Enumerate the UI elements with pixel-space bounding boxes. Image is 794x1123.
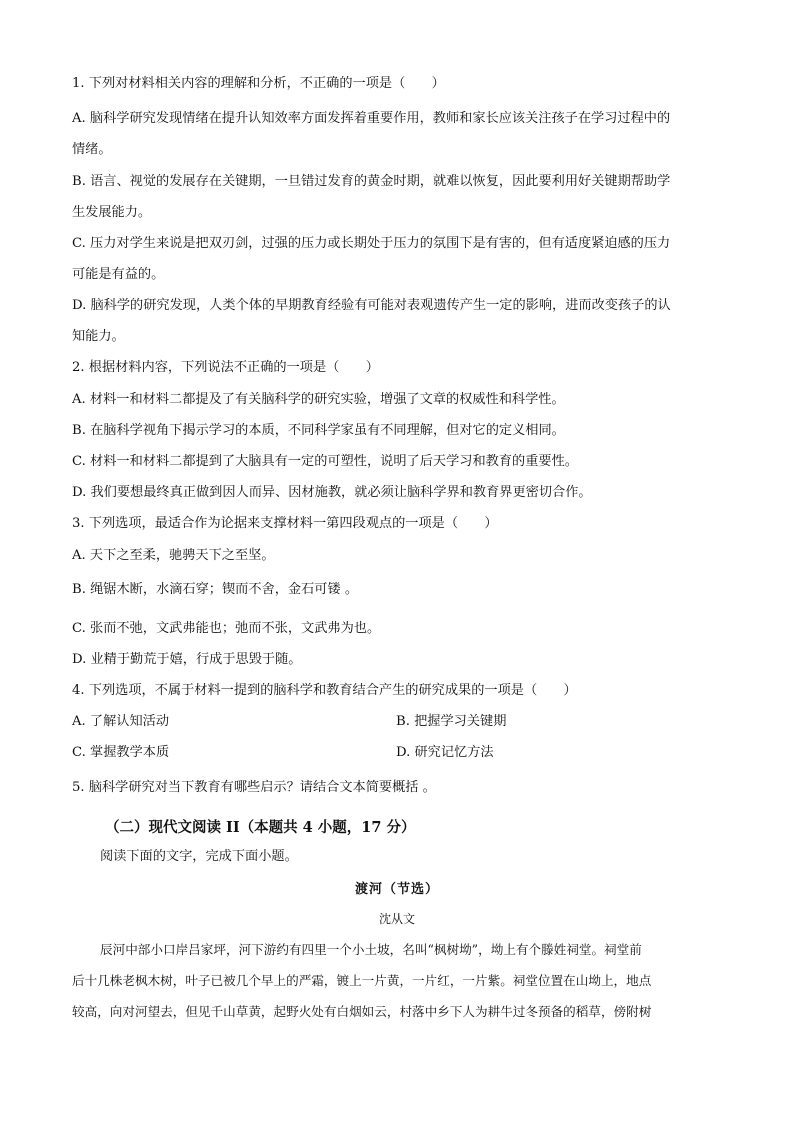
question-1-option-a-line1: A. 脑科学研究发现情绪在提升认知效率方面发挥着重要作用，教师和家长应该关注孩子在学习过程中的 bbox=[72, 111, 671, 126]
reading-instruction: 阅读下面的文字，完成下面小题。 bbox=[100, 849, 298, 864]
question-4-option-b: B. 把握学习关键期 bbox=[396, 714, 507, 729]
passage-title: 渡河（节选） bbox=[354, 882, 439, 897]
question-1-option-c-line1: C. 压力对学生来说是把双刃剑，过强的压力或长期处于压力的氛围下是有害的，但有适度紧迫感的压力 bbox=[72, 236, 671, 251]
passage-line-2: 后十几株老枫木树，叶子已被几个早上的严霜，镀上一片黄，一片红，一片紫。祠堂位置在山坳上，地点 bbox=[72, 973, 652, 988]
question-5-stem: 5. 脑科学研究对当下教育有哪些启示？请结合文本简要概括 。 bbox=[72, 780, 436, 795]
question-2-option-c: C. 材料一和材料二都提到了大脑具有一定的可塑性，说明了后天学习和教育的重要性。 bbox=[72, 454, 578, 469]
question-3-option-c: C. 张而不弛，文武弗能也；弛而不张，文武弗为也。 bbox=[72, 621, 381, 636]
question-3-option-b: B. 绳锯木断，水滴石穿；锲而不舍，金石可镂 。 bbox=[72, 582, 359, 597]
passage-line-1: 辰河中部小口岸吕家坪，河下游约有四里一个小土坡，名叫“枫树坳”，坳上有个滕姓祠堂。祠堂前 bbox=[100, 942, 642, 957]
question-4-option-c: C. 掌握教学本质 bbox=[72, 745, 170, 760]
question-1-option-b-line1: B. 语言、视觉的发展存在关键期，一旦错过发育的黄金时期，就难以恢复，因此要利用好关键期帮助学 bbox=[72, 174, 671, 189]
passage-author: 沈从文 bbox=[378, 912, 415, 926]
question-2-option-b: B. 在脑科学视角下揭示学习的本质，不同科学家虽有不同理解，但对它的定义相同。 bbox=[72, 423, 565, 438]
section-heading: （二）现代文阅读 II（本题共 4 小题，17 分） bbox=[105, 819, 416, 836]
question-4-option-a: A. 了解认知活动 bbox=[72, 714, 170, 729]
question-3-option-a: A. 天下之至柔，驰骋天下之至坚。 bbox=[72, 548, 275, 563]
question-3-option-d: D. 业精于勤荒于嬉，行成于思毁于随。 bbox=[72, 652, 302, 667]
question-2-option-a: A. 材料一和材料二都提及了有关脑科学的研究实验，增强了文章的权威性和科学性。 bbox=[72, 392, 565, 407]
question-2-option-d: D. 我们要想最终真正做到因人而异、因材施教，就必须让脑科学界和教育界更密切合作。 bbox=[72, 485, 592, 500]
question-1-stem: 1. 下列对材料相关内容的理解和分析，不正确的一项是（ ） bbox=[72, 76, 445, 91]
question-2-stem: 2. 根据材料内容，下列说法不正确的一项是（ ） bbox=[72, 360, 379, 375]
question-4-stem: 4. 下列选项，不属于材料一提到的脑科学和教育结合产生的研究成果的一项是（ ） bbox=[72, 683, 577, 698]
question-1-option-b-line2: 生发展能力。 bbox=[72, 205, 152, 220]
passage-line-3: 较高，向对河望去，但见千山草黄，起野火处有白烟如云，村落中乡下人为耕牛过冬预备的稻草，傍附树 bbox=[72, 1004, 652, 1019]
question-3-stem: 3. 下列选项，最适合作为论据来支撑材料一第四段观点的一项是（ ） bbox=[72, 516, 498, 531]
question-4-option-d: D. 研究记忆方法 bbox=[396, 745, 494, 760]
question-1-option-c-line2: 可能是有益的。 bbox=[72, 267, 165, 282]
question-1-option-a-line2: 情绪。 bbox=[72, 142, 112, 157]
question-1-option-d-line2: 知能力。 bbox=[72, 329, 125, 344]
question-1-option-d-line1: D. 脑科学的研究发现，人类个体的早期教育经验有可能对表观遗传产生一定的影响，进而改变孩子的认 bbox=[72, 298, 671, 313]
